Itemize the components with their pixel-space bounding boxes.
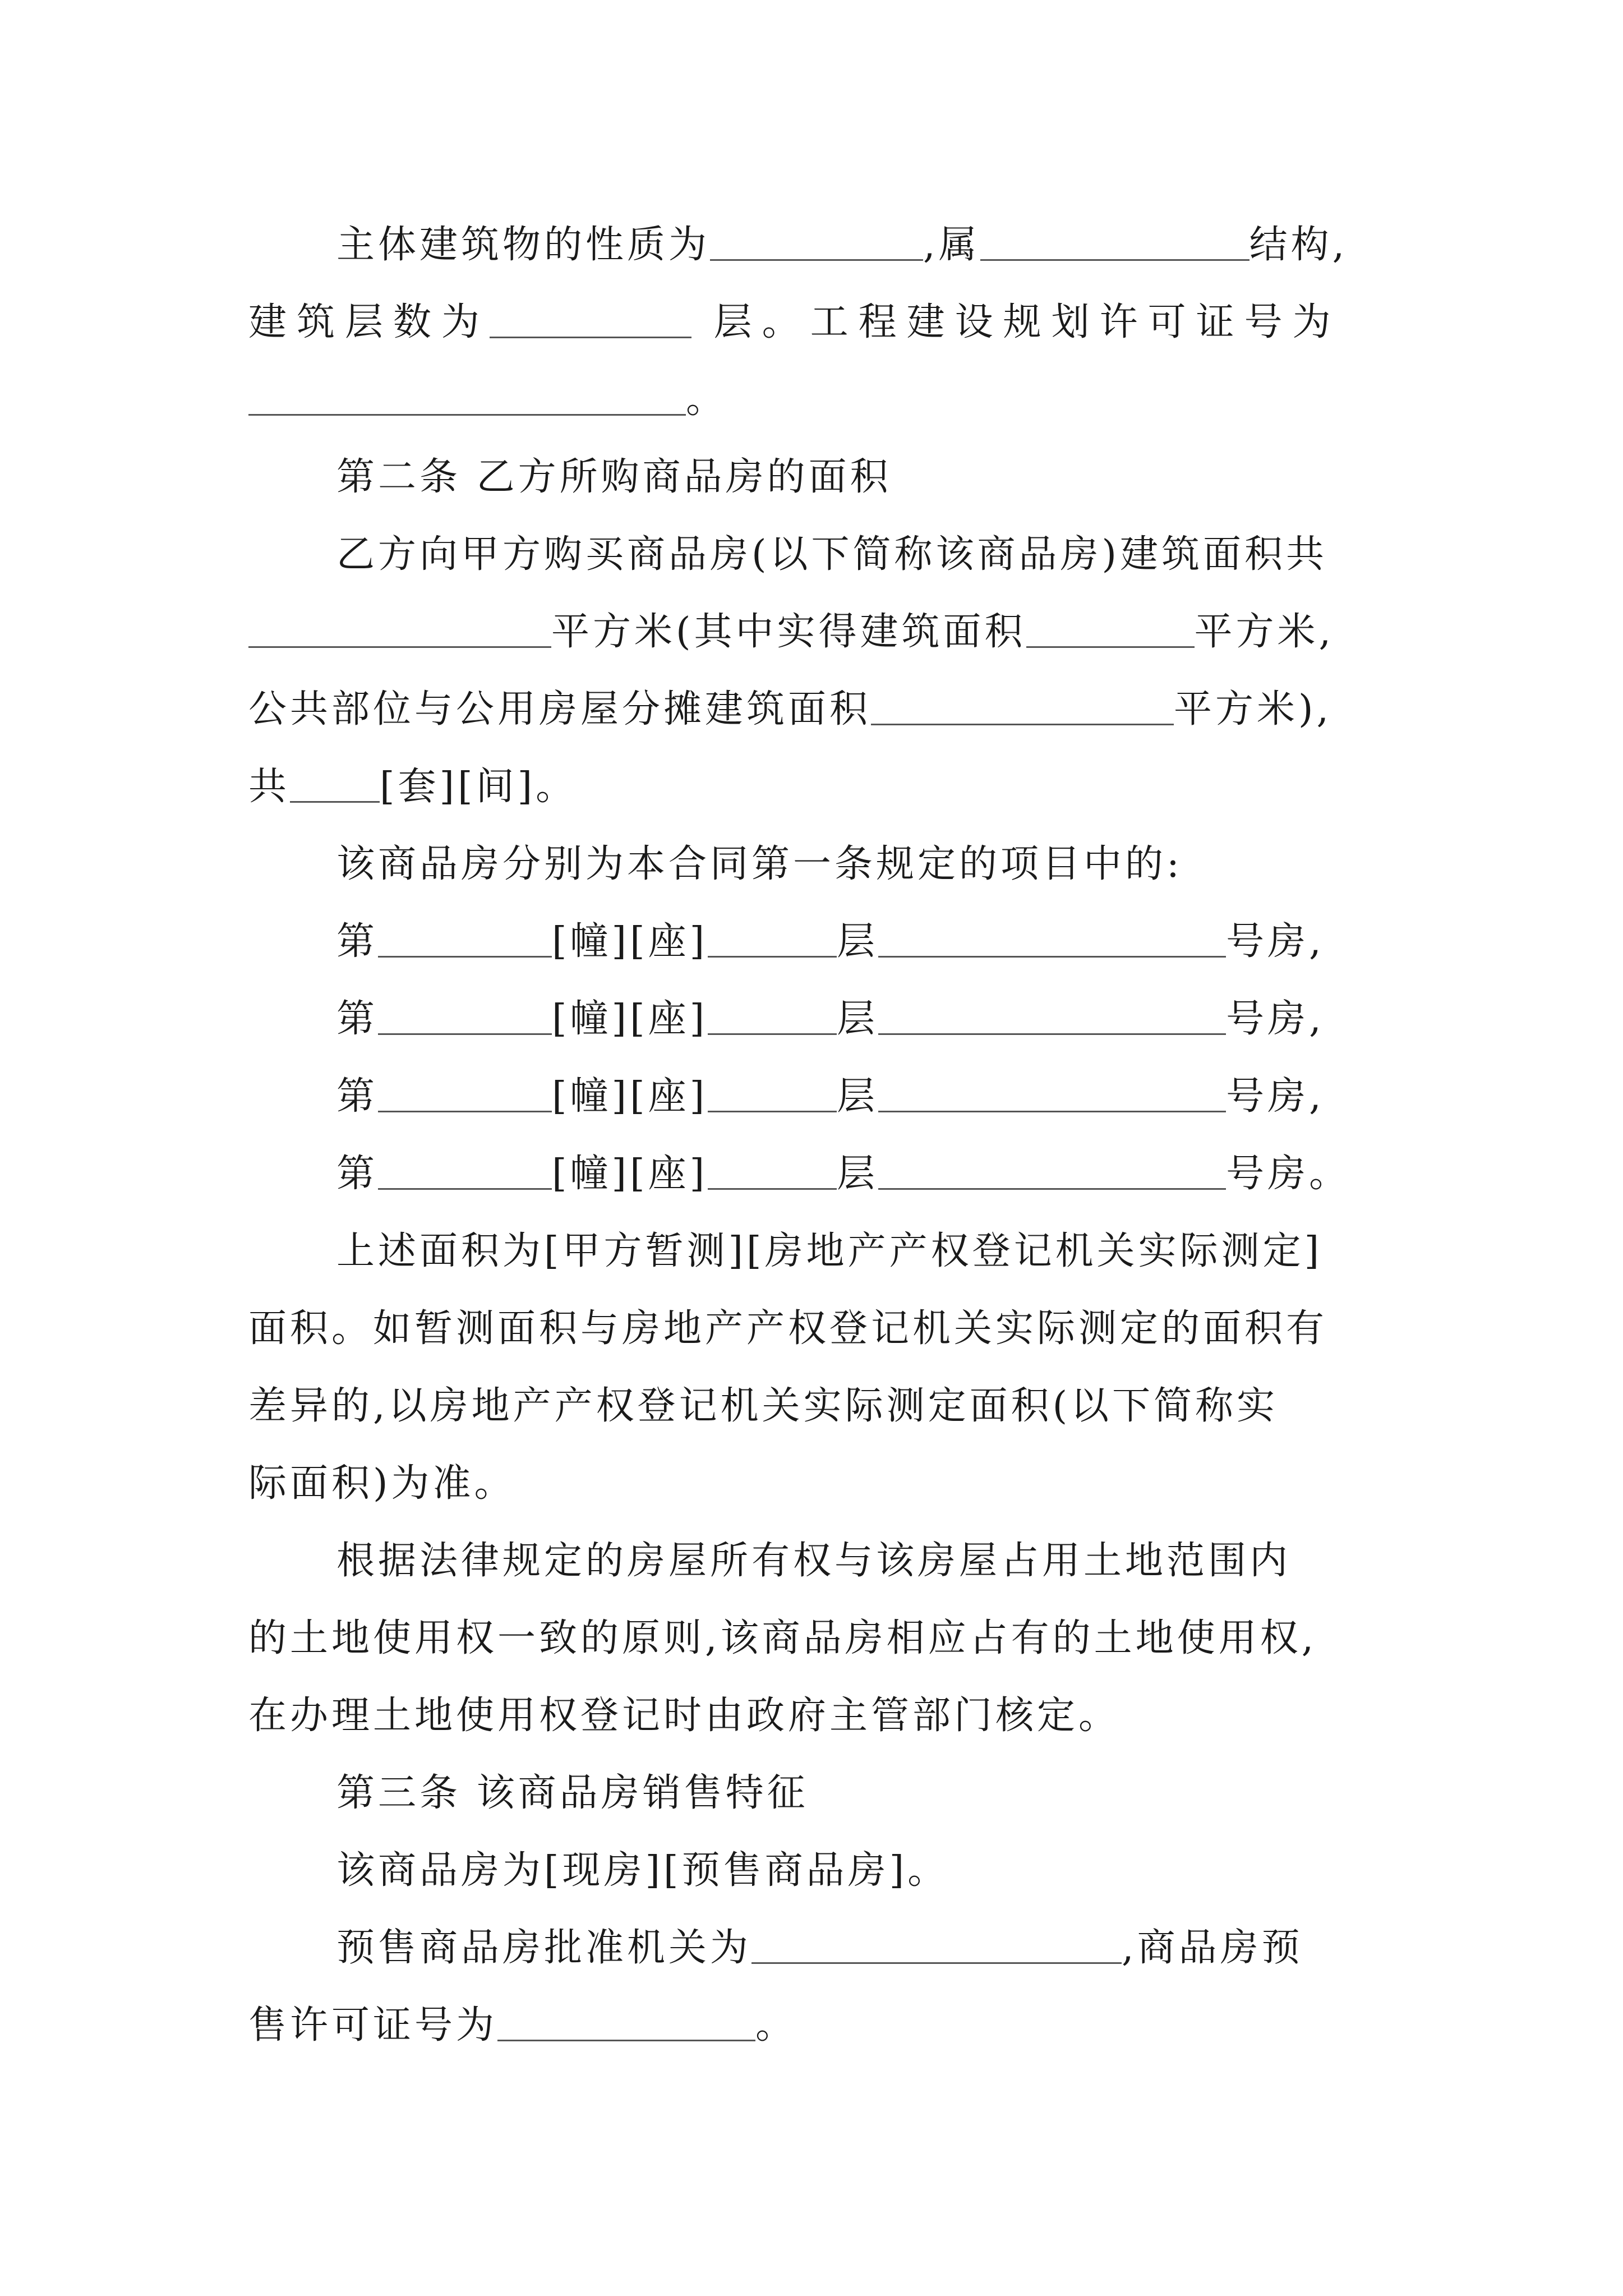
text-run: [幢][座] xyxy=(552,919,708,964)
text-run: 该商品房为[现房][预售商品房]。 xyxy=(336,1848,949,1893)
paragraph-line xyxy=(336,1917,1381,1979)
paragraph-line xyxy=(248,601,1381,663)
fill-blank-room[interactable] xyxy=(878,917,1226,958)
text-run: 第 xyxy=(336,1074,379,1119)
text-run: 该商品房分别为本合同第一条规定的项目中的: xyxy=(336,842,1183,886)
text-run: 面积。如暂测面积与房地产产权登记机关实际测定的面积有 xyxy=(248,1306,1328,1351)
paragraph-line xyxy=(248,1453,1381,1515)
paragraph-line xyxy=(336,1530,1381,1592)
text-run: 上述面积为[甲方暂测][房地产产权登记机关实际测定] xyxy=(336,1229,1323,1273)
paragraph-line xyxy=(248,679,1381,740)
text-run: 第 xyxy=(336,997,379,1041)
text-run: 层 xyxy=(837,1152,879,1196)
fill-blank-building[interactable] xyxy=(378,1071,552,1112)
text-run: 层 xyxy=(837,919,879,964)
section-heading xyxy=(336,1763,1381,1824)
text-run: 售许可证号为 xyxy=(248,2003,498,2047)
text-run: 平方米, xyxy=(1194,610,1335,654)
fill-blank-building[interactable] xyxy=(378,1149,552,1190)
fill-blank-floor[interactable] xyxy=(708,1149,837,1190)
text-run: 根据法律规定的房屋所有权与该房屋占用土地范围内 xyxy=(336,1539,1292,1583)
text-run: 平方米(其中实得建筑面积 xyxy=(551,610,1026,654)
unit-row xyxy=(336,911,1381,973)
text-run: 。 xyxy=(686,378,728,422)
paragraph-line xyxy=(248,1298,1381,1360)
fill-blank-total-area[interactable] xyxy=(248,607,551,648)
text-run: 平方米), xyxy=(1174,687,1332,731)
fill-blank-room[interactable] xyxy=(878,1149,1226,1190)
text-run: 号房, xyxy=(1226,1074,1325,1119)
text-run: [套][间]。 xyxy=(380,765,578,809)
text-run: 号房。 xyxy=(1226,1152,1351,1196)
fill-blank-net-area[interactable] xyxy=(1026,607,1195,648)
text-run: 层 xyxy=(837,997,879,1041)
text-run: [幢][座] xyxy=(552,1074,708,1119)
text-run: 第 xyxy=(336,1152,379,1196)
text-run: 的土地使用权一致的原则,该商品房相应占有的土地使用权, xyxy=(248,1616,1317,1660)
paragraph-line xyxy=(248,292,1381,353)
fill-blank-shared-area[interactable] xyxy=(871,684,1174,725)
text-run: 乙方向甲方购买商品房(以下简称该商品房)建筑面积共 xyxy=(336,532,1328,577)
text-run: 预售商品房批准机关为 xyxy=(336,1926,752,1970)
fill-blank-building[interactable] xyxy=(378,994,552,1035)
unit-row xyxy=(336,1143,1381,1205)
paragraph-line xyxy=(336,834,1381,895)
text-run: 主体建筑物的性质为 xyxy=(336,223,711,267)
fill-blank-permit-number[interactable] xyxy=(248,375,686,416)
text-run: 号房, xyxy=(1226,919,1325,964)
section-heading xyxy=(336,447,1381,508)
text-run: 第三条 该商品房销售特征 xyxy=(336,1771,809,1815)
paragraph-line xyxy=(336,1840,1381,1902)
fill-blank-building[interactable] xyxy=(378,917,552,958)
fill-blank-floor[interactable] xyxy=(708,1071,837,1112)
paragraph-line xyxy=(248,1608,1381,1669)
fill-blank-floors[interactable] xyxy=(490,297,691,338)
text-run: 层。工程建设规划许可证号为 xyxy=(713,300,1341,344)
text-run: 际面积)为准。 xyxy=(248,1461,516,1506)
fill-blank-floor[interactable] xyxy=(708,994,837,1035)
text-run: 第二条 乙方所购商品房的面积 xyxy=(336,455,892,499)
text-run: 共 xyxy=(248,765,291,809)
paragraph-line xyxy=(336,524,1381,586)
paragraph-line xyxy=(336,214,1381,276)
paragraph-line xyxy=(336,1221,1381,1282)
fill-blank-nature[interactable] xyxy=(710,220,923,261)
paragraph-line xyxy=(248,1995,1381,2056)
fill-blank-floor[interactable] xyxy=(708,917,837,958)
fill-blank-presale-permit[interactable] xyxy=(497,2000,755,2041)
text-run: [幢][座] xyxy=(552,997,708,1041)
fill-blank-unit-count[interactable] xyxy=(290,762,380,803)
paragraph-line xyxy=(248,756,1381,818)
text-run: 号房, xyxy=(1226,997,1325,1041)
text-run: 结构, xyxy=(1249,223,1348,267)
text-run: 差异的,以房地产产权登记机关实际测定面积(以下简称实 xyxy=(248,1384,1279,1428)
unit-row xyxy=(336,1066,1381,1128)
unit-row xyxy=(336,988,1381,1050)
text-run: 建筑层数为 xyxy=(248,300,490,344)
paragraph-line xyxy=(248,1375,1381,1437)
fill-blank-approval-authority[interactable] xyxy=(751,1923,1122,1964)
paragraph-line xyxy=(248,369,1381,431)
text-run: [幢][座] xyxy=(552,1152,708,1196)
text-run: ,属 xyxy=(923,223,980,267)
fill-blank-room[interactable] xyxy=(878,1071,1226,1112)
fill-blank-room[interactable] xyxy=(878,994,1226,1035)
paragraph-line xyxy=(248,1685,1381,1747)
text-run: 第 xyxy=(336,919,379,964)
text-run: 公共部位与公用房屋分摊建筑面积 xyxy=(248,687,872,731)
text-run: ,商品房预 xyxy=(1122,1926,1303,1970)
fill-blank-structure[interactable] xyxy=(980,220,1249,261)
text-run: 。 xyxy=(755,2003,797,2047)
text-run: 在办理土地使用权登记时由政府主管部门核定。 xyxy=(248,1694,1121,1738)
text-run: 层 xyxy=(837,1074,879,1119)
